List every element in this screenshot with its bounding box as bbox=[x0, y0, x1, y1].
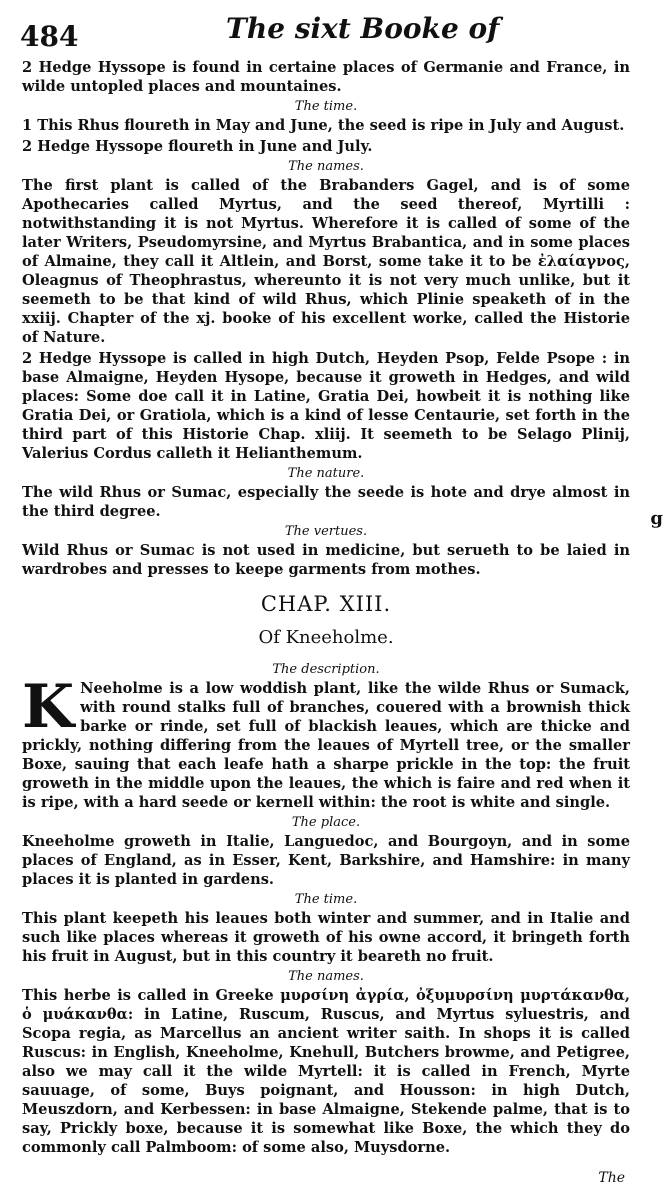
running-head bbox=[0, 8, 665, 53]
paragraph-nature: The wild Rhus or Sumac, especially the seede is hote and drye almost in the third degree. bbox=[22, 484, 630, 520]
paragraph-time-3: This plant keepeth his leaues both winter and summer, and in Italie and such like places whereas it groweth of his owne accord, it bringeth forth his fruit in August, but in this country it beareth no fruit. bbox=[22, 910, 630, 965]
page-number: 484 bbox=[20, 20, 79, 53]
body-text bbox=[22, 58, 630, 1159]
section-heading-nature: The nature. bbox=[287, 466, 365, 481]
section-heading-place: The place. bbox=[291, 815, 361, 830]
margin-bleed-letter: g bbox=[650, 508, 663, 529]
paragraph-description bbox=[22, 672, 630, 812]
paragraph-place-2: Kneeholme groweth in Italie, Languedoc, and Bourgoyn, and in some places of England, as in Esser, Kent, Barkshire, and Hamshire: in many places it is planted in gardens. bbox=[22, 833, 630, 888]
running-title: The sixt Booke of bbox=[226, 12, 500, 45]
paragraph-time-2: 2 Hedge Hyssope floureth in June and July. bbox=[22, 138, 373, 155]
drop-capital: K bbox=[22, 672, 75, 742]
section-heading-time-2: The time. bbox=[294, 892, 358, 907]
description-text: Neeholme is a low woddish plant, like the wilde Rhus or Sumack, with round stalks full of branches, couered with a brownish thick barke or rinde, set full of blackish leaues, which are thicke and prickly, nothing differing from the leaues of Myrtell tree, or the smaller Boxe, sauing that each leafe hath a sharpe prickle in the top: the fruit groweth in the middle upon the leaues, the which is faire and red when it is ripe, with a hard seede or kernell within: the root is white and single. bbox=[22, 680, 630, 811]
section-heading-time: The time. bbox=[294, 99, 358, 114]
paragraph-names-2: 2 Hedge Hyssope is called in high Dutch, Heyden Psop, Felde Psope : in base Almaigne, Heyden Hysope, because it groweth in Hedges, and wild places: Some doe call it in Latine, Gratia Dei, howbeit it is nothing like Gratia Dei, or Gratiola, which is a kind of lesse Centaurie, set forth in the third part of this Historie Chap. xliij. It seemeth to be Selago Plinij, Valerius Cordus calleth it Helianthemum. bbox=[22, 350, 630, 462]
section-heading-description: The description. bbox=[272, 662, 380, 677]
paragraph-place: 2 Hedge Hyssope is found in certaine places of Germanie and France, in wilde untopled places and mountaines. bbox=[22, 59, 630, 95]
section-heading-names: The names. bbox=[288, 159, 364, 174]
catchword: The bbox=[598, 1170, 625, 1186]
chapter-title: CHAP. XIII. bbox=[260, 592, 392, 616]
paragraph-names-1: The first plant is called of the Brabanders Gagel, and is of some Apothecaries called Myrtus, and the seed thereof, Myrtilli : notwithstanding it is not Myrtus. Wherefore it is called of some of the later Writers, Pseudomyrsine, and Myrtus Brabantica, and in some places of Almaine, they call it Altlein, and Borst, some take it to be ἐλαίαγνος, Oleagnus of Theophrastus, whereunto it is not very much unlike, but it seemeth to be that kind of wild Rhus, which Plinie speaketh of in the xxiij. Chapter of the xj. booke of his excellent worke, called the Historie of Nature. bbox=[22, 177, 630, 346]
paragraph-names-3: This herbe is called in Greeke μυρσίνη ἀγρία, ὀξυμυρσίνη μυρτάκανθα, ὁ μυάκανθα: in Latine, Ruscum, Ruscus, and Myrtus syluestris, and Scopa regia, as Marcellus an ancient writer saith. In shops it is called Ruscus: in English, Kneeholme, Knehull, Butchers browme, and Petigree, also we may call it the wilde Myrtell: it is called in French, Myrte sauuage, of some, Buys poignant, and Housson: in high Dutch, Meuszdorn, and Kerbessen: in base Almaigne, Stekende palme, that is to say, Prickly boxe, because it is somewhat like Boxe, the which they do commonly call Palmboom: of some also, Muysdorne. bbox=[22, 987, 630, 1156]
paragraph-time-1: 1 This Rhus floureth in May and June, the seed is ripe in July and August. bbox=[22, 117, 625, 134]
chapter-subtitle: Of Kneeholme. bbox=[258, 627, 394, 648]
section-heading-names-2: The names. bbox=[288, 969, 364, 984]
paragraph-vertues: Wild Rhus or Sumac is not used in medicine, but serueth to be laied in wardrobes and presses to keepe garments from mothes. bbox=[22, 542, 630, 578]
section-heading-vertues: The vertues. bbox=[284, 524, 368, 539]
